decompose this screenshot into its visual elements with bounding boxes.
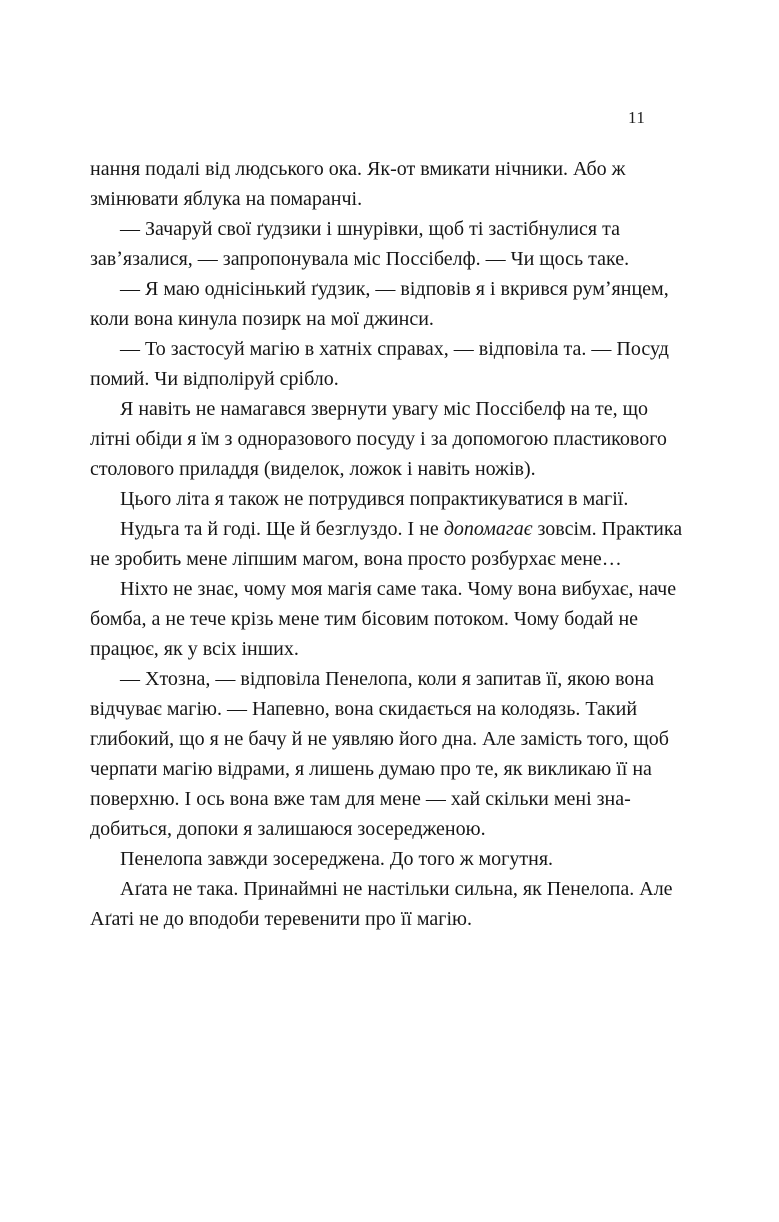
page-number: 11: [628, 108, 646, 127]
paragraph-text: — Зачаруй свої ґудзики і шнурівки, щоб ті застібнулися та завʼязалися, — запропонувала міс Поссібелф. — Чи щось таке.: [90, 218, 630, 270]
paragraph-text: Я навіть не намагався звернути увагу міс Поссібелф на те, що літні обіди я їм з одноразового посуду і за допомогою пластикового столового приладдя (виделок, ложок і навіть ножів).: [90, 398, 667, 480]
paragraph-text: Пенелопа завжди зосереджена. До того ж могутня.: [120, 848, 554, 870]
paragraph: [90, 664, 691, 844]
paragraph: [90, 334, 691, 394]
paragraph: [90, 394, 691, 484]
paragraph: [90, 214, 691, 274]
page-text: [90, 154, 691, 934]
paragraph-text: зовсім. Практика не зробить мене ліпшим магом, вона просто розбурхає мене…: [90, 518, 683, 570]
paragraph-text: нання подалі від людського ока. Як-от вмикати нічники. Або ж змінювати яблука на помаранчі.: [90, 158, 626, 210]
paragraph-text: — Хтозна, — відповіла Пенелопа, коли я запитав її, якою вона відчуває магію. — Напевно, вона скидається на колодязь. Такий глибокий, що я не бачу й не уявляю його дна. Але замість того, щоб черпати магію відрами, я лишень думаю про те, як викликаю її на поверхню. І ось вона вже там для мене — хай скільки мені знадобиться, допоки я залишаюся зосередженою.: [90, 668, 669, 840]
paragraph-text-italic: допомагає: [443, 518, 533, 540]
paragraph: [90, 154, 691, 214]
paragraph: [90, 484, 691, 514]
paragraph: [90, 274, 691, 334]
paragraph-text: Цього літа я також не потрудився попрактикуватися в магії.: [120, 488, 629, 510]
paragraph-text: Ніхто не знає, чому моя магія саме така. Чому вона вибухає, наче бомба, а не тече крізь мене тим бісовим потоком. Чому бодай не працює, як у всіх інших.: [90, 578, 677, 660]
paragraph-text: Нудьга та й годі. Ще й безглуздо. І не: [120, 518, 444, 540]
paragraph: [90, 574, 691, 664]
paragraph: [90, 514, 691, 574]
paragraph: [90, 844, 691, 874]
paragraph-text: — То застосуй магію в хатніх справах, — відповіла та. — Посуд помий. Чи відполіруй срібло.: [90, 338, 669, 390]
paragraph-text: — Я маю однісінький ґудзик, — відповів я і вкрився румʼянцем, коли вона кинула позирк на мої джинси.: [90, 278, 669, 330]
paragraph: [90, 874, 691, 934]
paragraph-text: Аґата не така. Принаймні не настільки сильна, як Пенелопа. Але Аґаті не до вподоби теревенити про її магію.: [90, 878, 673, 930]
